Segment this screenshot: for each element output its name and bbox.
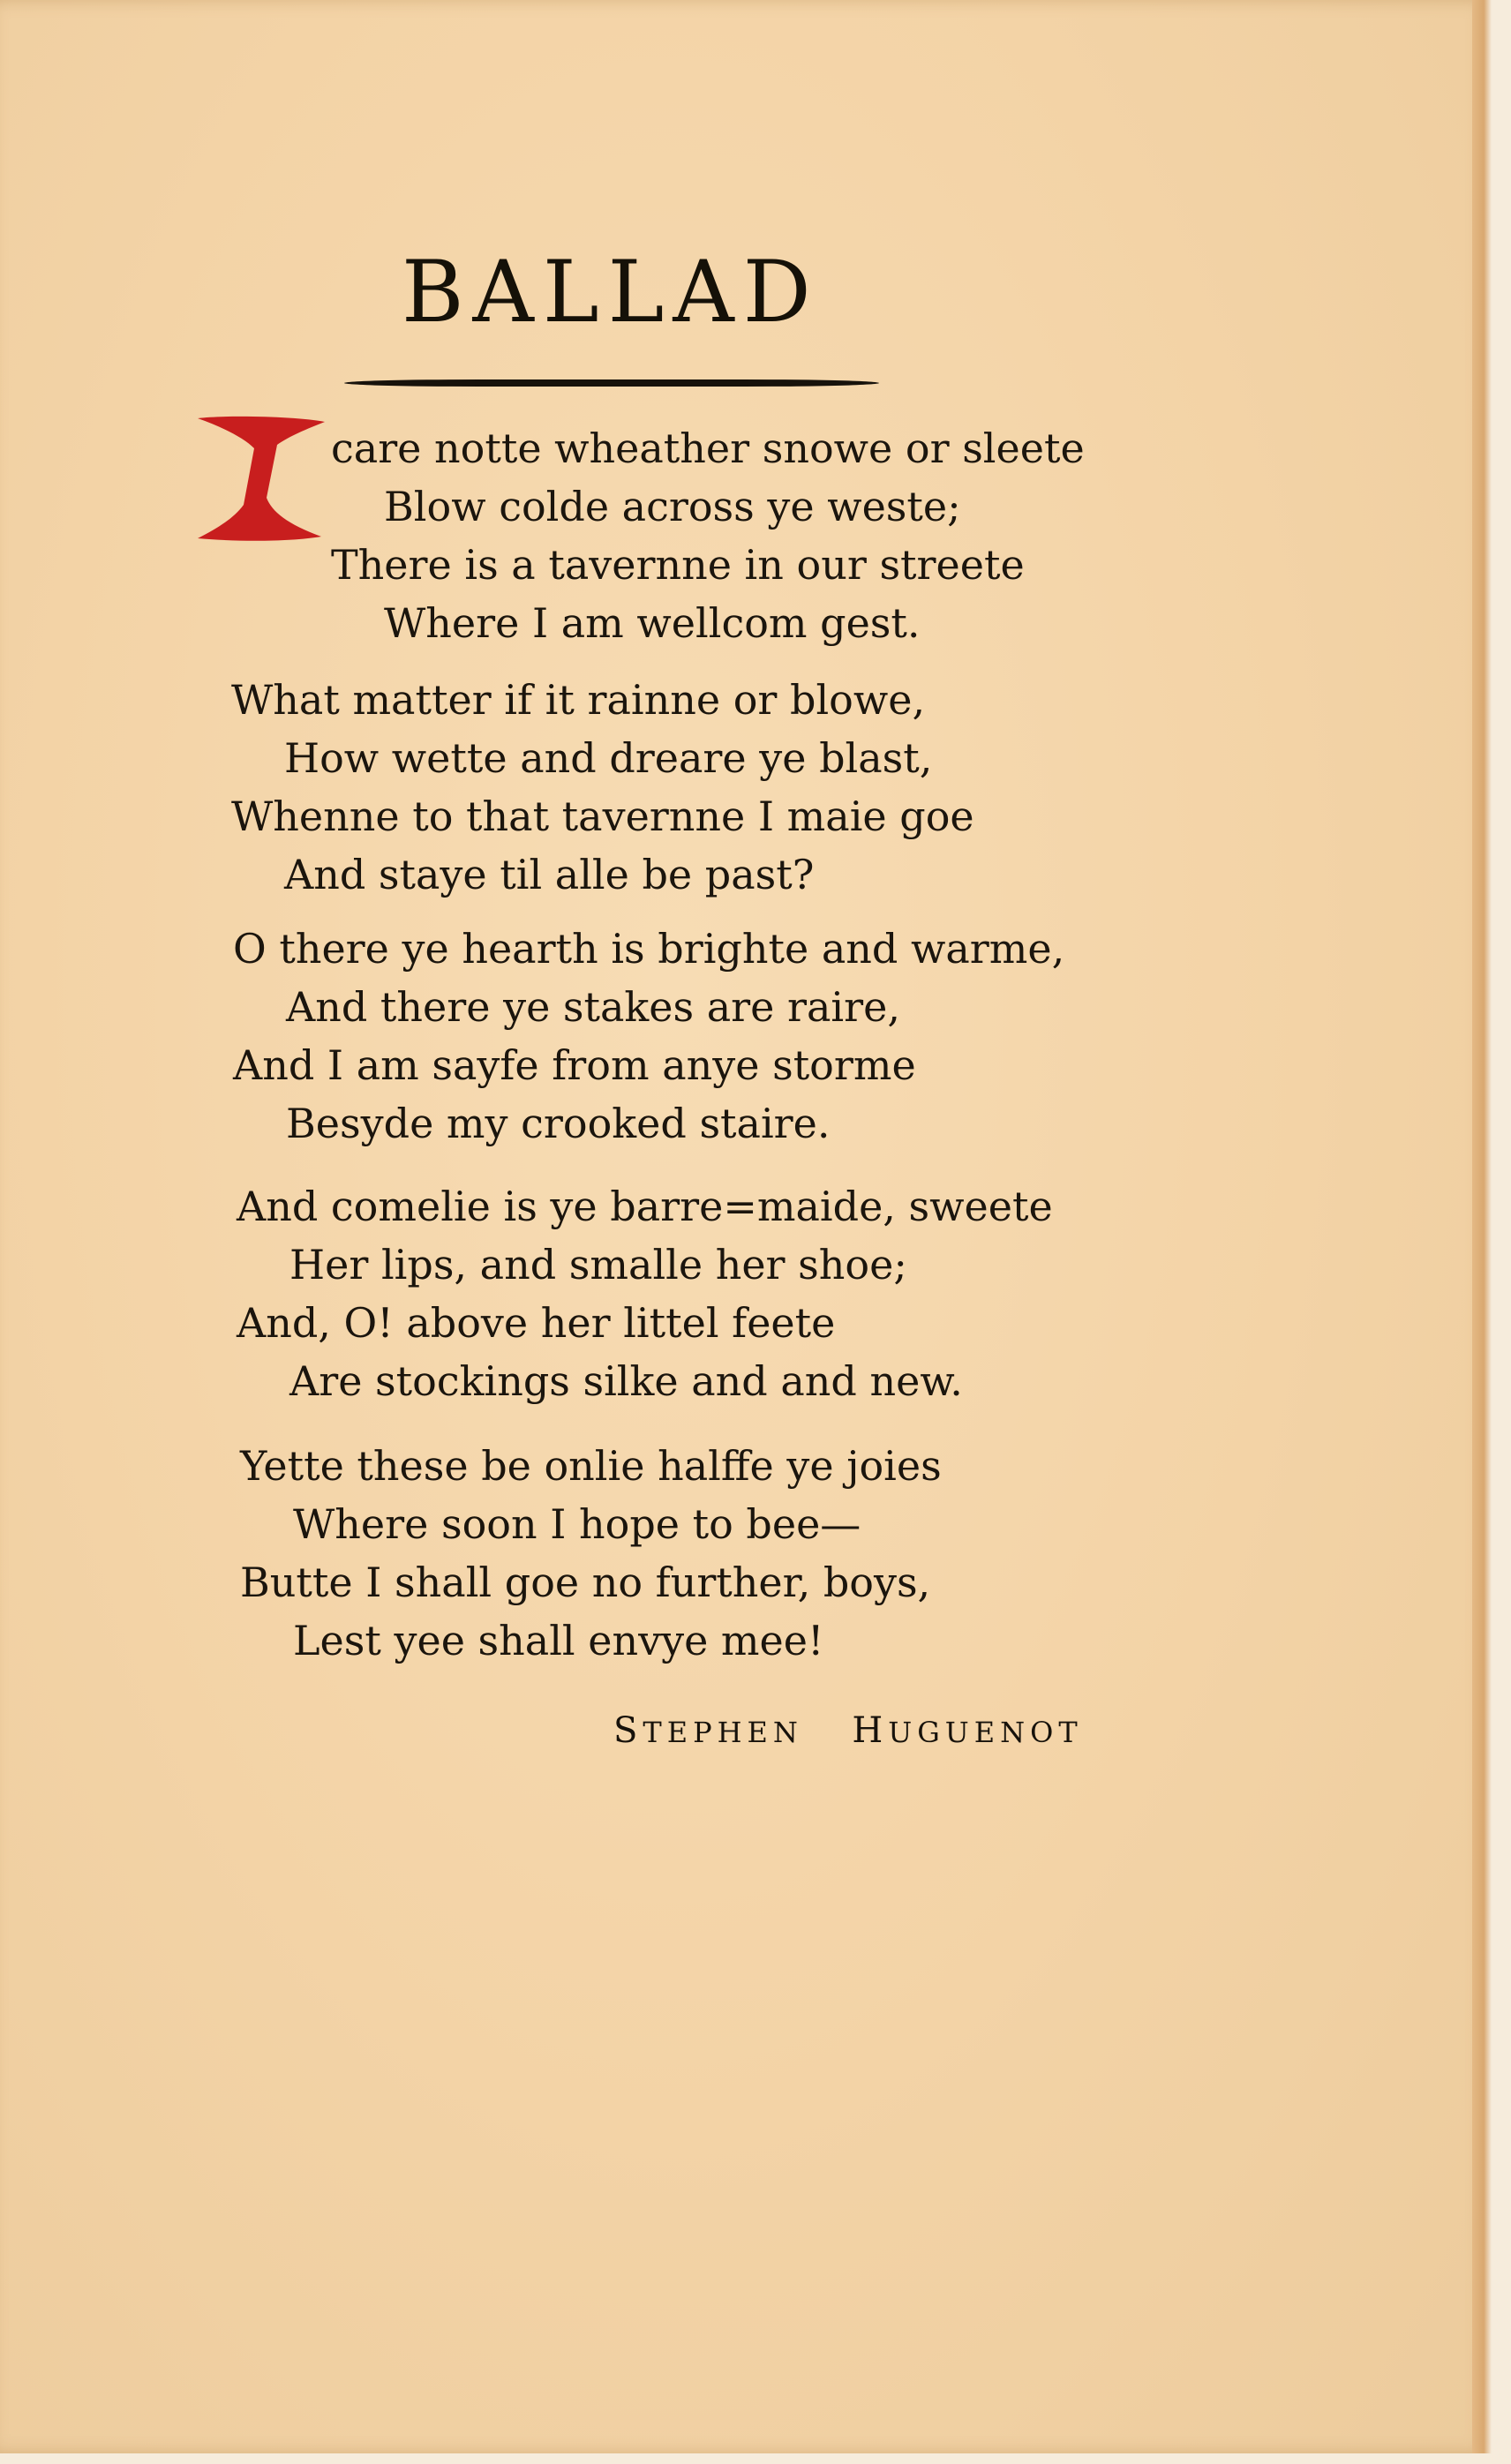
poem-line: There is a tavernne in our streete — [331, 541, 1025, 589]
title-text: BALLAD — [402, 243, 820, 342]
poem-line: Where soon I hope to bee— — [293, 1500, 861, 1548]
poem-line: What matter if it rainne or blowe, — [231, 676, 926, 724]
poem-line: Lest yee shall envye mee! — [293, 1617, 824, 1664]
title-rule — [344, 379, 879, 387]
stanza-2 — [231, 671, 974, 904]
poem-line: Blow colde across ye weste; — [384, 483, 961, 530]
author-signature — [613, 1710, 1083, 1751]
author-first-initial: S — [613, 1710, 643, 1751]
poem-line: Her lips, and smalle her shoe; — [289, 1241, 907, 1288]
poem-line: Besyde my crooked staire. — [286, 1100, 831, 1147]
stanza-5 — [240, 1437, 942, 1670]
poem-line: And staye til alle be past? — [284, 851, 815, 898]
poem-line: Butte I shall goe no further, boys, — [240, 1559, 931, 1606]
poem-line: Where I am wellcom gest. — [384, 599, 921, 647]
poem-line: care notte wheather snowe or sleete — [331, 424, 1085, 472]
author-first-rest: TEPHEN — [643, 1716, 803, 1749]
poem-line: And, O! above her littel feete — [237, 1299, 836, 1347]
stanza-4 — [237, 1177, 1053, 1410]
poem-title — [402, 243, 820, 342]
author-last-initial: H — [852, 1710, 889, 1751]
stanza-3 — [233, 920, 1064, 1153]
initial-letter: I — [192, 413, 193, 414]
poem-line: Are stockings silke and and new. — [289, 1357, 963, 1405]
illuminated-initial — [192, 413, 334, 545]
poem-line: O there ye hearth is brighte and warme, — [233, 925, 1065, 973]
poem-line: And I am sayfe from anye storme — [233, 1041, 916, 1089]
poem-line: And comelie is ye barre=maide, sweete — [237, 1183, 1053, 1230]
author-last-rest: UGUENOT — [888, 1716, 1083, 1749]
poem-line: Whenne to that tavernne I maie goe — [231, 793, 974, 840]
poem-line: Yette these be onlie halffe ye joies — [240, 1442, 942, 1490]
page-edge — [1472, 0, 1492, 2453]
stanza-1 — [331, 419, 1085, 652]
poem-line: And there ye stakes are raire, — [286, 983, 900, 1031]
poem-line: How wette and dreare ye blast, — [284, 734, 933, 782]
